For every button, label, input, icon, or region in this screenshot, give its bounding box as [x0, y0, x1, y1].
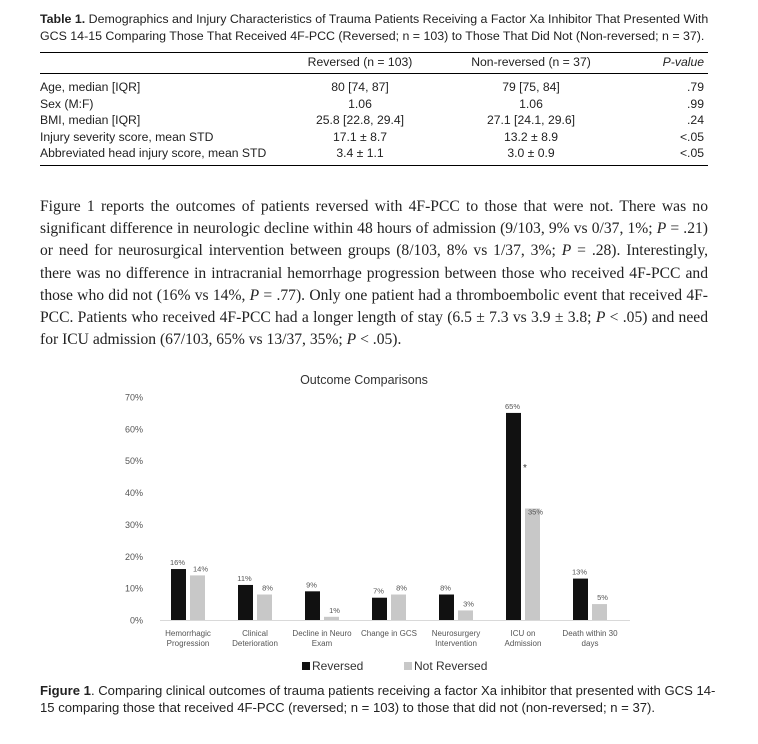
p-symbol: P: [595, 309, 606, 327]
table-caption: [40, 11, 720, 45]
legend-label-reversed: Reversed: [312, 659, 364, 673]
paragraph-text: < .05) and need for ICU admission (67/103, 65% vs 13/37, 35%;: [40, 309, 708, 349]
y-tick-label: 50%: [124, 456, 143, 467]
cell-non-reversed: 13.2 ± 8.9: [503, 129, 559, 144]
bar-not-reversed: [324, 617, 339, 620]
data-label: 3%: [463, 599, 474, 609]
figure-caption: [40, 683, 716, 716]
p-symbol: P: [561, 242, 572, 260]
significance-marker: *: [523, 463, 527, 475]
bar-reversed: [372, 598, 387, 620]
legend-swatch-reversed: [302, 662, 310, 670]
x-tick-label: Neurosurgery: [431, 629, 481, 638]
bar-not-reversed: [525, 509, 540, 621]
row-label: BMI, median [IQR]: [40, 113, 141, 127]
data-label: 8%: [396, 583, 407, 593]
cell-non-reversed: 3.0 ± 0.9: [444, 145, 618, 165]
table-row: [40, 74, 708, 96]
bar-reversed: [506, 413, 521, 620]
bar-not-reversed: [391, 595, 406, 620]
data-label: 5%: [597, 593, 608, 603]
cell-p-value: .99: [687, 96, 704, 111]
bar-reversed: [439, 595, 454, 620]
cell-reversed: 1.06: [348, 96, 372, 111]
table-caption-text: Demographics and Injury Characteristics of Trauma Patients Receiving a Factor Xa Inhibitor That Presented With GCS 14-15 Comparing Those That Received 4F-PCC (Reversed; n = 103) to Those That Did Not (Non-reversed; n = 37).: [40, 12, 709, 43]
legend-swatch-not-reversed: [404, 662, 412, 670]
demographics-table: [40, 52, 708, 166]
data-label: 1%: [329, 605, 340, 615]
bar-not-reversed: [257, 595, 272, 620]
annotations: [523, 463, 527, 474]
cell-p-value: <.05: [618, 145, 708, 165]
x-tick-label: Deterioration: [232, 639, 278, 648]
data-label: 9%: [306, 580, 317, 590]
p-symbol: P: [346, 331, 357, 349]
bar-reversed: [573, 579, 588, 620]
paragraph-text: Figure 1 reports the outcomes of patients reversed with 4F-PCC to those that were not. There was no significant difference in neurologic decline within 48 hours of admission (9/103, 9% vs 0/37, 1%;: [40, 198, 708, 238]
cell-non-reversed: 27.1 [24.1, 29.6]: [486, 113, 576, 127]
x-tick-label: ICU on: [510, 629, 536, 638]
figure-caption-label: Figure 1: [40, 683, 91, 698]
x-tick-label: days: [581, 639, 599, 648]
x-tick-label: Progression: [166, 639, 210, 648]
x-tick-label: Decline in Neuro: [292, 629, 352, 638]
x-tick-label: Change in GCS: [360, 629, 418, 638]
cell-reversed: 17.1 ± 8.7: [332, 129, 388, 144]
data-label: 13%: [571, 567, 588, 577]
results-paragraph: [40, 196, 708, 351]
legend: [302, 659, 487, 673]
paragraph-text: = .28). Interestingly, there was no difference in intracranial hemorrhage progression between those who received 4F-PCC and those who did not (16% vs 14%,: [40, 242, 708, 304]
y-tick-label: 10%: [124, 583, 143, 594]
table-row: [40, 112, 708, 129]
y-tick-label: 0%: [129, 615, 143, 626]
data-label: 35%: [527, 507, 544, 517]
p-symbol: P: [656, 220, 667, 238]
data-label: 11%: [237, 573, 252, 583]
bar-not-reversed: [190, 575, 205, 620]
data-label: 7%: [373, 586, 384, 596]
table-header-row: [40, 53, 708, 74]
bar-not-reversed: [458, 610, 473, 620]
paragraph-text: = .21) or need for neurosurgical intervention between groups (8/103, 8% vs 1/37, 3%;: [40, 220, 708, 260]
cell-reversed: 3.4 ± 1.1: [276, 145, 444, 165]
cell-non-reversed: 1.06: [519, 96, 543, 111]
cell-p-value: .24: [687, 113, 704, 127]
bars: [170, 402, 608, 620]
header-p-value: P-value: [618, 53, 708, 74]
y-tick-label: 30%: [124, 519, 143, 530]
data-label: 8%: [440, 583, 451, 593]
x-tick-label: Exam: [311, 639, 333, 648]
y-tick-label: 20%: [124, 551, 143, 562]
x-tick-label: Hemorrhagic: [165, 629, 211, 638]
header-non-reversed: Non-reversed (n = 37): [444, 53, 618, 74]
x-tick-label: Intervention: [435, 639, 477, 648]
row-label: Injury severity score, mean STD: [40, 129, 214, 144]
bar-reversed: [305, 591, 320, 620]
cell-reversed: 25.8 [22.8, 29.4]: [315, 113, 405, 127]
row-label: Age, median [IQR]: [40, 80, 141, 94]
x-tick-label: Admission: [504, 639, 542, 648]
header-blank: [40, 53, 276, 74]
x-axis: [165, 629, 618, 648]
header-reversed: Reversed (n = 103): [276, 53, 444, 74]
table-row: [40, 96, 708, 113]
y-tick-label: 70%: [124, 392, 143, 403]
bar-reversed: [238, 585, 253, 620]
y-tick-label: 40%: [124, 488, 143, 499]
legend-label-not-reversed: Not Reversed: [414, 659, 488, 673]
cell-p-value: <.05: [679, 129, 704, 144]
data-label: 8%: [262, 583, 273, 593]
paragraph-text: = .77). Only one patient had a thromboembolic event that received 4F-PCC. Patients who received 4F-PCC had a longer length of stay (6.5 ± 7.3 vs 3.9 ± 3.8;: [40, 286, 708, 327]
row-label: Abbreviated head injury score, mean STD: [40, 145, 276, 165]
outcome-comparisons-chart: [0, 362, 758, 680]
cell-p-value: .79: [687, 80, 704, 94]
x-tick-label: Death within 30: [562, 629, 618, 638]
cell-reversed: 80 [74, 87]: [331, 80, 389, 94]
table-caption-label: Table 1.: [40, 12, 86, 26]
data-label: 16%: [169, 558, 186, 568]
cell-non-reversed: 79 [75, 84]: [502, 80, 560, 94]
y-tick-label: 60%: [124, 424, 143, 435]
x-tick-label: Clinical: [242, 629, 268, 638]
data-label: 14%: [192, 564, 209, 574]
data-label: 65%: [504, 401, 521, 411]
paragraph-text: < .05).: [356, 331, 402, 349]
bar-not-reversed: [592, 604, 607, 620]
p-symbol: P: [249, 286, 260, 304]
figure-caption-text: . Comparing clinical outcomes of trauma patients receiving a factor Xa inhibitor that presented with GCS 14-15 comparing those that received 4F-PCC (reversed; n = 103) to those that did not (non-reversed; n = 37).: [40, 683, 716, 715]
bar-reversed: [171, 569, 186, 620]
table-row: [40, 145, 708, 165]
table-row: [40, 129, 708, 146]
row-label: Sex (M:F): [40, 96, 94, 111]
chart-title: Outcome Comparisons: [300, 373, 428, 387]
